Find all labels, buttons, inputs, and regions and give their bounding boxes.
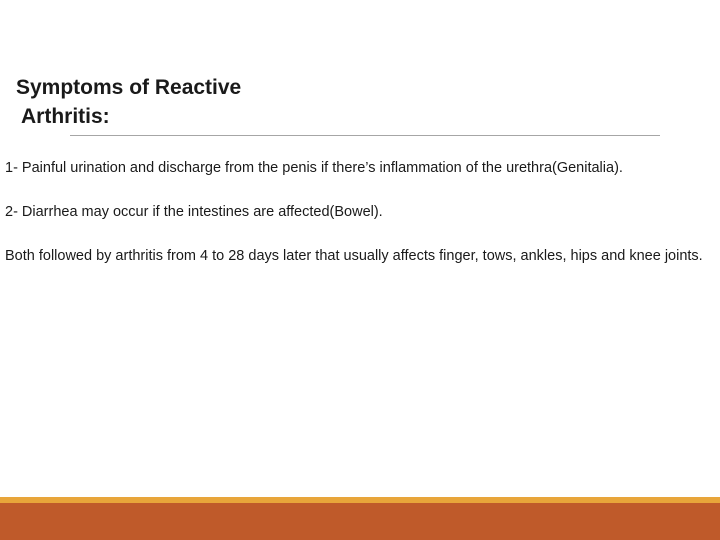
- title-line-1: Symptoms of Reactive: [16, 76, 242, 99]
- title-line-2: Arthritis:: [21, 105, 110, 128]
- slide-body: [5, 158, 705, 290]
- symptom-bowel-paragraph: 2- Diarrhea may occur if the intestines are affected(Bowel).: [5, 204, 383, 220]
- slide-title: [16, 73, 336, 131]
- arthritis-onset-paragraph: Both followed by arthritis from 4 to 28 days later that usually affects finger, tows, ankles, hips and knee joints.: [5, 248, 703, 264]
- symptom-genitalia-paragraph: 1- Painful urination and discharge from the penis if there’s inflammation of the urethra(Genitalia).: [5, 160, 623, 176]
- title-divider: [70, 135, 660, 136]
- footer-bar: [0, 503, 720, 540]
